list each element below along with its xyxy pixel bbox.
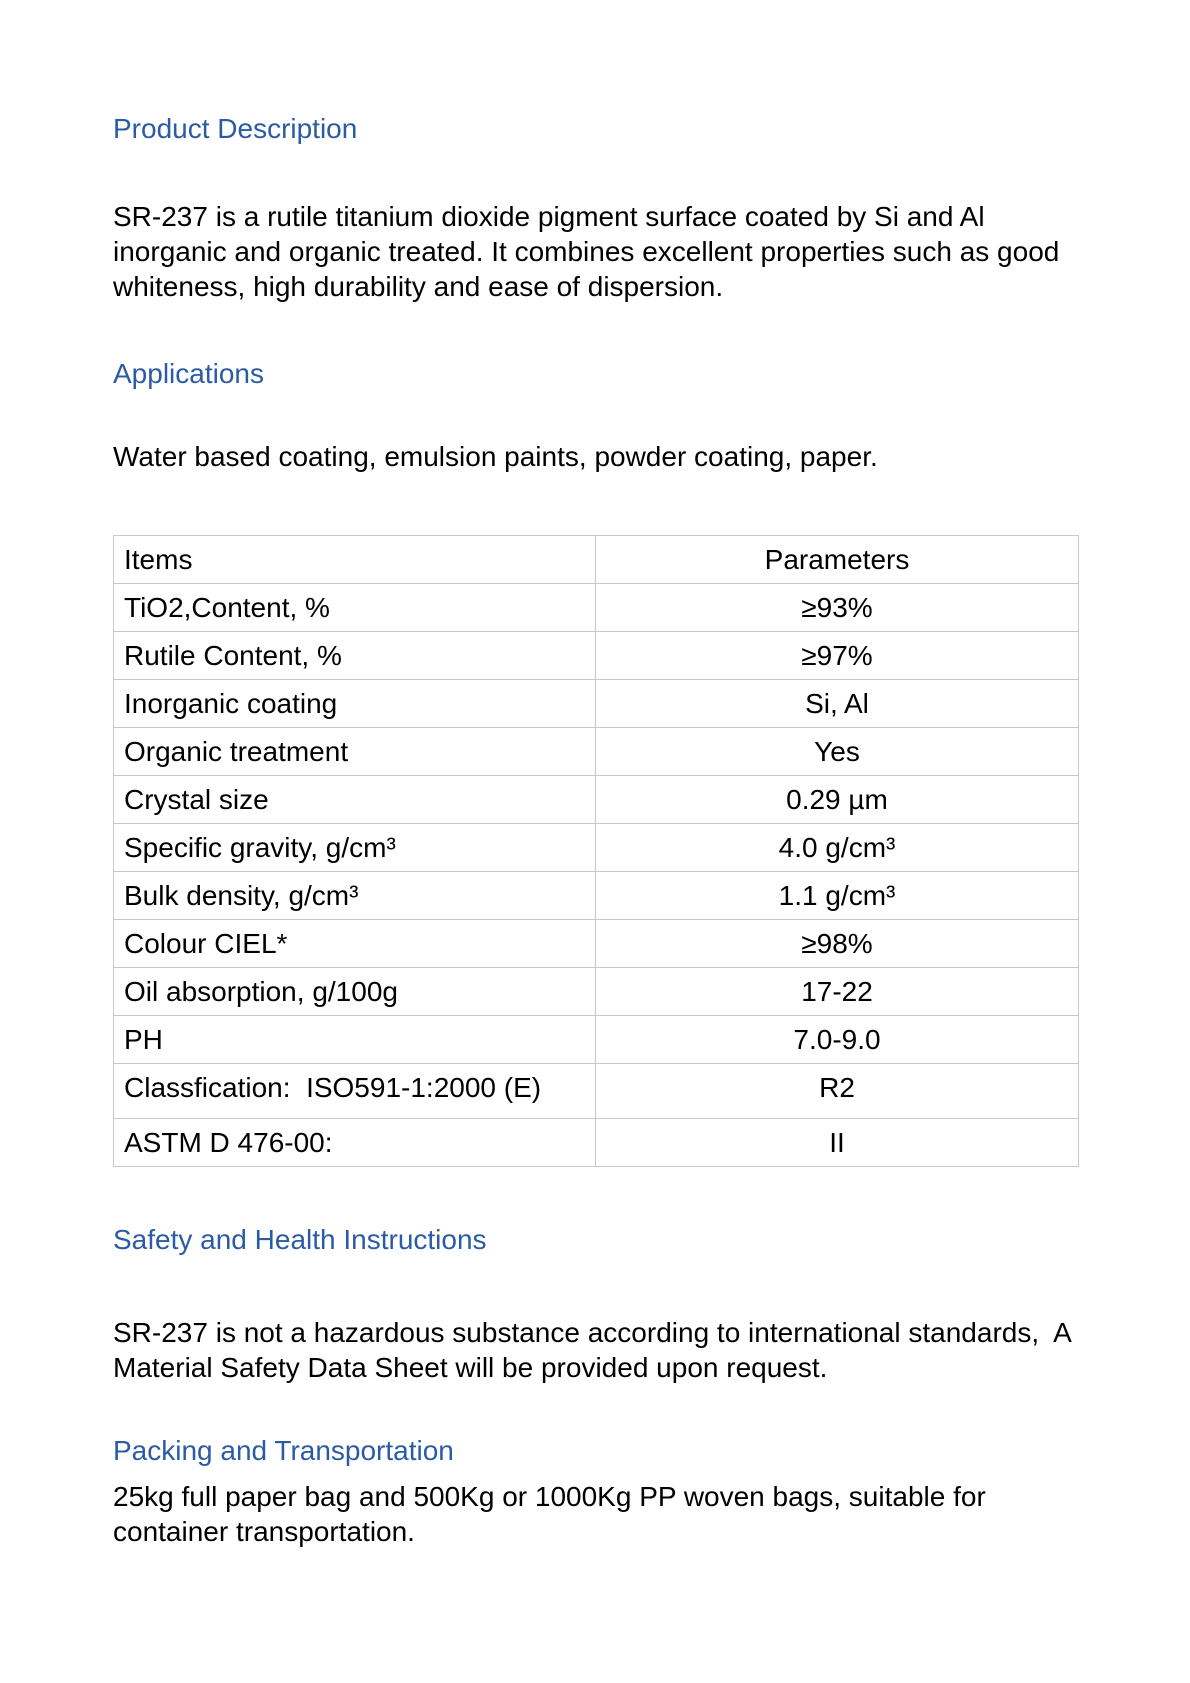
spec-row-oil-absorption [114, 968, 1079, 1016]
applications-heading: Applications [113, 358, 264, 389]
product-description-text: SR-237 is a rutile titanium dioxide pigment surface coated by Si and Al inorganic and organic treated. It combines excellent properties such as good whiteness, high durability and ease of dispersion. [113, 201, 1068, 302]
item-cell: Colour CIEL* [114, 920, 596, 968]
spec-row-classification [114, 1064, 1079, 1119]
parameters-header: Parameters [596, 536, 1079, 584]
value-cell: 4.0 g/cm³ [596, 824, 1079, 872]
value-cell: Yes [596, 728, 1079, 776]
spec-row-tio2-content [114, 584, 1079, 632]
item-cell: Organic treatment [114, 728, 596, 776]
item-cell: Rutile Content, % [114, 632, 596, 680]
value-cell: R2 [596, 1064, 1079, 1119]
spec-row-colour-ciel [114, 920, 1079, 968]
value-cell: 1.1 g/cm³ [596, 872, 1079, 920]
value-cell: Si, Al [596, 680, 1079, 728]
safety-heading: Safety and Health Instructions [113, 1224, 487, 1255]
item-cell: Classfication: ISO591-1:2000 (E) [114, 1064, 596, 1119]
spec-row-inorganic-coating [114, 680, 1079, 728]
item-cell: PH [114, 1016, 596, 1064]
value-cell: 17-22 [596, 968, 1079, 1016]
item-cell: TiO2,Content, % [114, 584, 596, 632]
value-cell: ≥97% [596, 632, 1079, 680]
spec-row-ph [114, 1016, 1079, 1064]
spec-row-specific-gravity [114, 824, 1079, 872]
item-cell: Crystal size [114, 776, 596, 824]
product-description-heading: Product Description [113, 113, 358, 144]
item-cell: Oil absorption, g/100g [114, 968, 596, 1016]
value-cell: 0.29 µm [596, 776, 1079, 824]
value-cell: ≥93% [596, 584, 1079, 632]
item-cell: Inorganic coating [114, 680, 596, 728]
value-cell: II [596, 1119, 1079, 1167]
spec-row-organic-treatment [114, 728, 1079, 776]
spec-table-header-row [114, 536, 1079, 584]
item-cell: Specific gravity, g/cm³ [114, 824, 596, 872]
value-cell: ≥98% [596, 920, 1079, 968]
spec-row-crystal-size [114, 776, 1079, 824]
value-cell: 7.0-9.0 [596, 1016, 1079, 1064]
item-cell: ASTM D 476-00: [114, 1119, 596, 1167]
spec-row-astm [114, 1119, 1079, 1167]
item-cell: Bulk density, g/cm³ [114, 872, 596, 920]
safety-text: SR-237 is not a hazardous substance according to international standards, A Material Safety Data Sheet will be provided upon request. [113, 1317, 1079, 1383]
spec-row-rutile-content [114, 632, 1079, 680]
packing-text: 25kg full paper bag and 500Kg or 1000Kg PP woven bags, suitable for container transportation. [113, 1481, 994, 1547]
packing-heading: Packing and Transportation [113, 1435, 454, 1466]
spec-row-bulk-density [114, 872, 1079, 920]
items-header: Items [114, 536, 596, 584]
spec-table [113, 535, 1079, 1167]
applications-text: Water based coating, emulsion paints, powder coating, paper. [113, 441, 878, 472]
